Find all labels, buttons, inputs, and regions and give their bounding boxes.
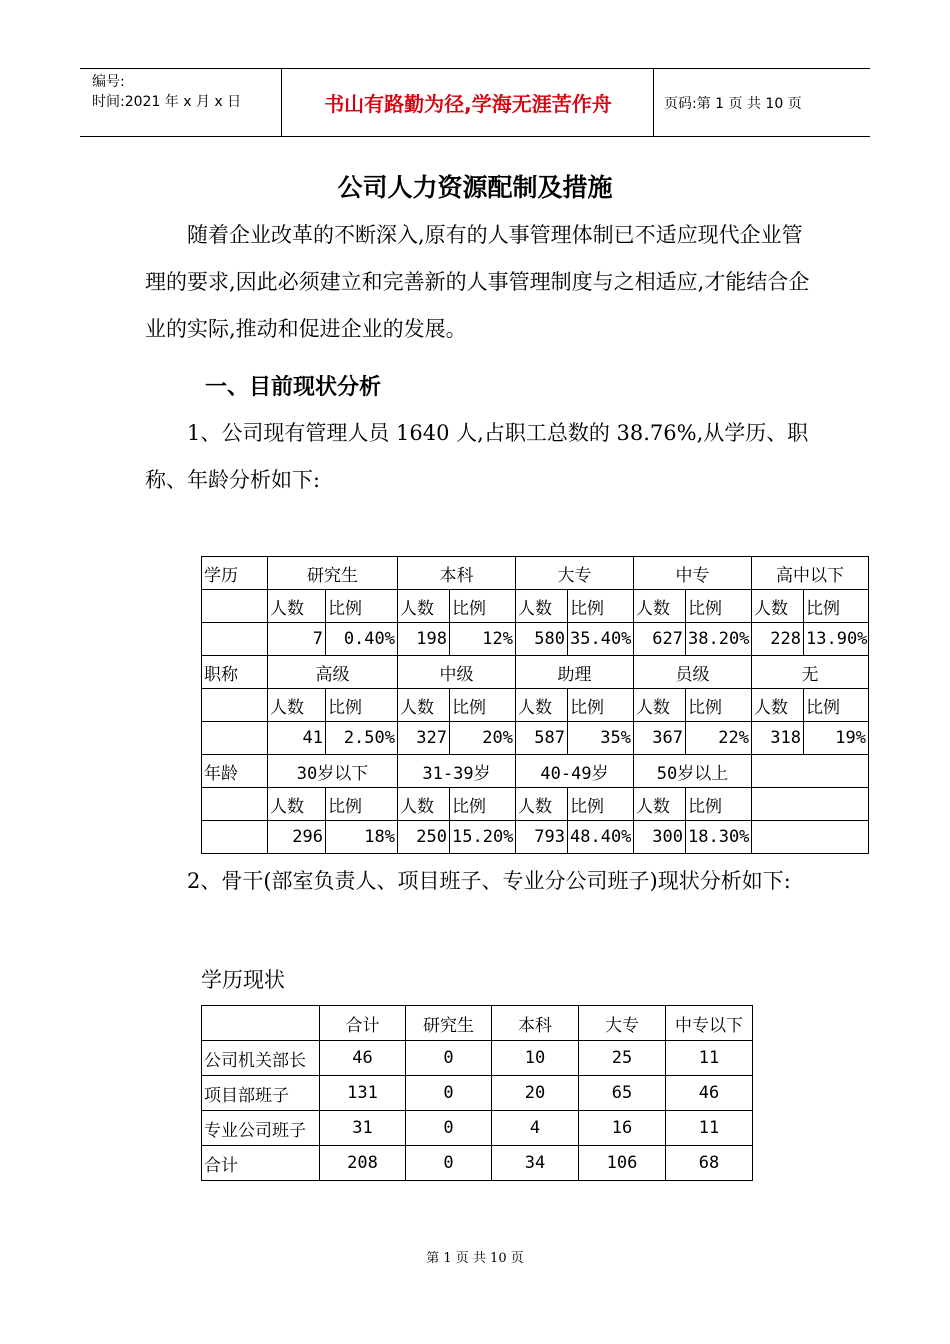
empty-cell [752,755,869,788]
table-row [202,656,869,689]
paragraph-1: 1、公司现有管理人员 1640 人,占职工总数的 38.76%,从学历、职称、年龄分析如下: [145,421,809,492]
count-cell: 228 [752,623,804,656]
table-row [202,1076,753,1111]
empty-cell [752,788,869,821]
group-header: 中级 [398,656,516,689]
time-label: 时间:2021 年 x 月 x 日 [92,94,242,110]
table-cell: 34 [492,1146,579,1181]
sub-header: 比例 [326,788,398,821]
group-header: 30岁以下 [268,755,398,788]
ratio-cell: 0.40% [326,623,398,656]
sub-header: 比例 [804,689,869,722]
count-cell: 793 [516,821,568,854]
count-cell: 627 [634,623,686,656]
empty-cell [202,590,268,623]
sub-header: 人数 [634,689,686,722]
sub-header: 比例 [686,590,752,623]
count-cell: 587 [516,722,568,755]
header-page-info: 页码:第 1 页 共 10 页 [664,95,802,112]
table-cell: 11 [666,1041,753,1076]
group-header: 助理 [516,656,634,689]
paragraph-2: 2、骨干(部室负责人、项目班子、专业分公司班子)现状分析如下: [187,869,791,893]
sub-header: 人数 [516,788,568,821]
empty-cell [202,722,268,755]
sub-header: 人数 [516,689,568,722]
sub-header: 人数 [268,590,326,623]
column-header: 本科 [492,1006,579,1041]
page-header [80,68,870,137]
table-cell: 16 [579,1111,666,1146]
table-row [202,755,869,788]
empty-cell [202,689,268,722]
table-cell: 10 [492,1041,579,1076]
row-label: 合计 [202,1146,320,1181]
group-header: 员级 [634,656,752,689]
ratio-cell: 48.40% [568,821,634,854]
table-cell: 11 [666,1111,753,1146]
table-cell: 0 [406,1041,492,1076]
table-row [202,1111,753,1146]
count-cell: 41 [268,722,326,755]
table-cell: 65 [579,1076,666,1111]
table-cell: 208 [320,1146,406,1181]
table-cell: 46 [320,1041,406,1076]
group-header: 研究生 [268,557,398,590]
count-cell: 318 [752,722,804,755]
table-cell: 131 [320,1076,406,1111]
ratio-cell: 35% [568,722,634,755]
empty-cell [202,623,268,656]
ratio-cell: 19% [804,722,869,755]
group-header: 大专 [516,557,634,590]
ratio-cell: 13.90% [804,623,869,656]
group-header: 中专 [634,557,752,590]
count-cell: 296 [268,821,326,854]
sub-header: 人数 [398,590,450,623]
sub-header: 比例 [568,788,634,821]
row-label: 公司机关部长 [202,1041,320,1076]
table-row [202,788,869,821]
column-header: 合计 [320,1006,406,1041]
sub-header: 比例 [686,689,752,722]
table-cell: 20 [492,1076,579,1111]
table-cell: 68 [666,1146,753,1181]
sub-header: 人数 [752,590,804,623]
table-header-row [202,1006,753,1041]
header-motto: 书山有路勤为径,学海无涯苦作舟 [283,69,654,136]
count-cell: 7 [268,623,326,656]
table-cell: 46 [666,1076,753,1111]
sub-header: 比例 [686,788,752,821]
sub-header: 比例 [326,590,398,623]
count-cell: 198 [398,623,450,656]
row-label: 专业公司班子 [202,1111,320,1146]
empty-cell [202,821,268,854]
ratio-cell: 35.40% [568,623,634,656]
table-row [202,722,869,755]
ratio-cell: 12% [450,623,516,656]
header-meta [80,69,282,136]
sub-header: 人数 [398,689,450,722]
table-cell: 31 [320,1111,406,1146]
sub-header: 比例 [450,590,516,623]
ratio-cell: 20% [450,722,516,755]
table-row [202,557,869,590]
table-row [202,821,869,854]
document-title: 公司人力资源配制及措施 [337,173,613,202]
sub-header: 人数 [398,788,450,821]
table-cell: 0 [406,1146,492,1181]
ratio-cell: 2.50% [326,722,398,755]
sub-header: 人数 [268,788,326,821]
edu-status-label: 学历现状 [201,968,285,992]
row-label: 年龄 [202,755,268,788]
sub-header: 人数 [268,689,326,722]
table-cell: 25 [579,1041,666,1076]
ratio-cell: 15.20% [450,821,516,854]
sub-header: 比例 [450,689,516,722]
empty-cell [202,1006,320,1041]
page-footer: 第 1 页 共 10 页 [426,1251,524,1266]
ratio-cell: 18% [326,821,398,854]
section-heading-1: 一、目前现状分析 [205,375,382,400]
ratio-cell: 22% [686,722,752,755]
column-header: 大专 [579,1006,666,1041]
table-cell: 106 [579,1146,666,1181]
count-cell: 367 [634,722,686,755]
group-header: 高中以下 [752,557,869,590]
count-cell: 327 [398,722,450,755]
row-label: 职称 [202,656,268,689]
table-row [202,590,869,623]
sub-header: 比例 [326,689,398,722]
group-header: 31-39岁 [398,755,516,788]
sub-header: 人数 [752,689,804,722]
empty-cell [202,788,268,821]
sub-header: 比例 [568,689,634,722]
row-label: 学历 [202,557,268,590]
group-header: 40-49岁 [516,755,634,788]
count-cell: 580 [516,623,568,656]
table-row [202,689,869,722]
code-label: 编号: [92,74,125,90]
ratio-cell: 38.20% [686,623,752,656]
group-header: 本科 [398,557,516,590]
backbone-education-table [201,1005,753,1181]
sub-header: 比例 [568,590,634,623]
sub-header: 人数 [634,788,686,821]
count-cell: 300 [634,821,686,854]
group-header: 无 [752,656,869,689]
table-row [202,1041,753,1076]
sub-header: 人数 [634,590,686,623]
table-cell: 4 [492,1111,579,1146]
group-header: 高级 [268,656,398,689]
table-row [202,1146,753,1181]
table-cell: 0 [406,1076,492,1111]
row-label: 项目部班子 [202,1076,320,1111]
column-header: 中专以下 [666,1006,753,1041]
staff-analysis-table [201,556,869,854]
table-row [202,623,869,656]
sub-header: 人数 [516,590,568,623]
ratio-cell: 18.30% [686,821,752,854]
table-cell: 0 [406,1111,492,1146]
group-header: 50岁以上 [634,755,752,788]
count-cell: 250 [398,821,450,854]
column-header: 研究生 [406,1006,492,1041]
intro-paragraph: 随着企业改革的不断深入,原有的人事管理体制已不适应现代企业管理的要求,因此必须建立和完善新的人事管理制度与之相适应,才能结合企业的实际,推动和促进企业的发展。 [145,223,810,341]
sub-header: 比例 [450,788,516,821]
sub-header: 比例 [804,590,869,623]
empty-cell [752,821,869,854]
